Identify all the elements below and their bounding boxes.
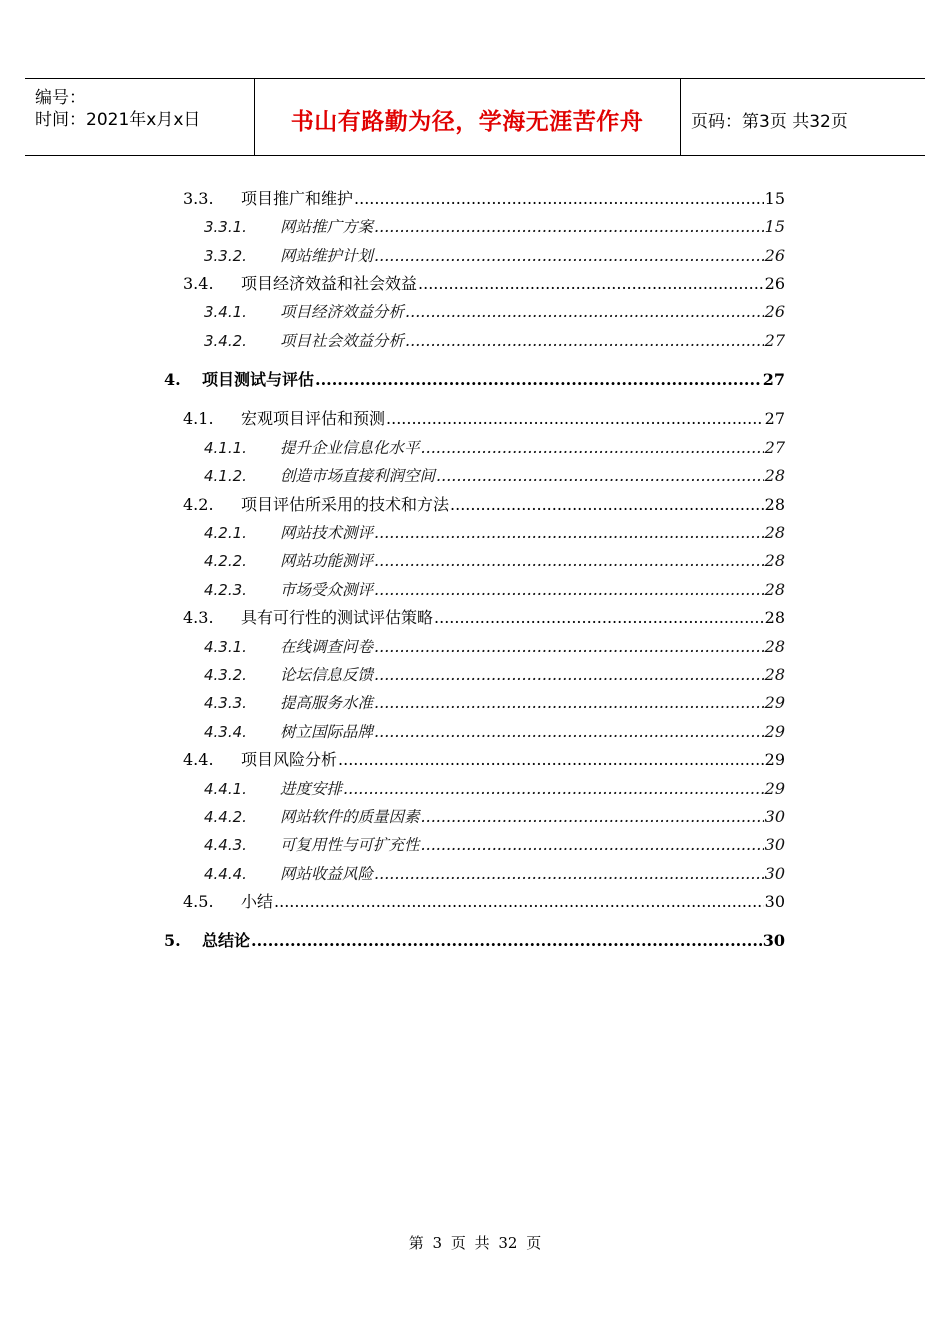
toc-entry-number: 4.1.1. xyxy=(204,439,247,457)
toc-entry-title: 具有可行性的测试评估策略 xyxy=(241,608,434,627)
toc-entry[interactable] xyxy=(183,750,785,770)
toc-entry-number: 4.2. xyxy=(183,495,214,514)
toc-entry[interactable] xyxy=(204,438,785,458)
toc-entry-page: 27 xyxy=(764,331,785,350)
toc-entry[interactable] xyxy=(204,246,785,266)
toc-entry-page: 29 xyxy=(764,779,785,798)
toc-entry[interactable] xyxy=(183,495,785,515)
toc-entry-page: 29 xyxy=(764,722,785,741)
toc-leader-dots xyxy=(436,466,764,486)
toc-entry[interactable] xyxy=(183,274,785,294)
toc-entry-number: 3.4.2. xyxy=(204,332,247,350)
toc-leader-dots xyxy=(374,551,764,571)
toc-entry-title: 网站推广方案 xyxy=(280,218,374,236)
toc-entry[interactable] xyxy=(204,807,785,827)
toc-entry[interactable] xyxy=(204,217,785,237)
toc-entry-title: 项目测试与评估 xyxy=(202,370,315,389)
toc-entry[interactable] xyxy=(183,608,785,628)
toc-entry-number: 4.1. xyxy=(183,409,214,428)
toc-entry[interactable] xyxy=(204,722,785,742)
toc-entry-number: 4.1.2. xyxy=(204,467,247,485)
toc-leader-dots xyxy=(421,807,764,827)
toc-entry-page: 28 xyxy=(764,495,785,514)
toc-entry-title: 网站维护计划 xyxy=(280,247,374,265)
toc-entry-page: 30 xyxy=(764,864,785,883)
toc-entry-number: 4.3.1. xyxy=(204,638,247,656)
toc-entry-number: 5. xyxy=(164,931,181,950)
toc-entry-number: 3.3.2. xyxy=(204,247,247,265)
toc-entry-page: 26 xyxy=(764,302,785,321)
toc-entry[interactable] xyxy=(204,693,785,713)
toc-entry-number: 3.4. xyxy=(183,274,214,293)
toc-entry-title: 项目推广和维护 xyxy=(241,189,354,208)
toc-entry[interactable] xyxy=(204,864,785,884)
toc-entry-number: 3.3. xyxy=(183,189,214,208)
toc-entry-title: 网站收益风险 xyxy=(280,865,374,883)
header-right-cell xyxy=(681,79,925,155)
toc-entry-number: 4.2.1. xyxy=(204,524,247,542)
toc-entry-number: 4.4.1. xyxy=(204,780,247,798)
toc-entry-number: 4.2.3. xyxy=(204,581,247,599)
toc-leader-dots xyxy=(374,637,764,657)
toc-entry-title: 总结论 xyxy=(202,931,251,950)
toc-entry-number: 4.4. xyxy=(183,750,214,769)
toc-entry-page: 26 xyxy=(764,246,785,265)
toc-leader-dots xyxy=(386,409,764,429)
toc-entry-page: 27 xyxy=(764,438,785,457)
toc-leader-dots xyxy=(251,931,762,951)
toc-entry-page: 28 xyxy=(764,580,785,599)
toc-entry-title: 网站软件的质量因素 xyxy=(280,808,420,826)
toc-entry-page: 28 xyxy=(764,608,785,627)
toc-leader-dots xyxy=(374,722,764,742)
toc-leader-dots xyxy=(405,331,764,351)
toc-leader-dots xyxy=(274,892,764,912)
toc-leader-dots xyxy=(418,274,764,294)
toc-entry-page: 30 xyxy=(764,835,785,854)
toc-entry-number: 4. xyxy=(164,370,181,389)
toc-entry-title: 可复用性与可扩充性 xyxy=(280,836,420,854)
toc-entry-page: 28 xyxy=(764,665,785,684)
toc-leader-dots xyxy=(374,864,764,884)
toc-entry-number: 4.3.4. xyxy=(204,723,247,741)
toc-entry-page: 30 xyxy=(762,931,785,950)
toc-entry-page: 29 xyxy=(764,693,785,712)
toc-entry[interactable] xyxy=(204,580,785,600)
toc-leader-dots xyxy=(421,835,764,855)
toc-leader-dots xyxy=(374,523,764,543)
toc-entry[interactable] xyxy=(204,665,785,685)
toc-entry-number: 4.3.3. xyxy=(204,694,247,712)
toc-entry[interactable] xyxy=(204,331,785,351)
toc-chapter-entry[interactable] xyxy=(164,931,785,951)
toc-entry-number: 3.4.1. xyxy=(204,303,247,321)
toc-entry-number: 4.5. xyxy=(183,892,214,911)
toc-leader-dots xyxy=(374,217,764,237)
toc-entry-number: 4.2.2. xyxy=(204,552,247,570)
page-header xyxy=(25,78,925,156)
toc-entry[interactable] xyxy=(204,551,785,571)
toc-entry-title: 项目经济效益和社会效益 xyxy=(241,274,418,293)
time-label: 时间：2021年x月x日 xyxy=(35,110,201,130)
toc-entry-title: 项目社会效益分析 xyxy=(280,332,405,350)
toc-entry-page: 27 xyxy=(762,370,785,389)
page-info: 页码：第3页 共32页 xyxy=(691,112,848,132)
toc-entry-page: 30 xyxy=(764,807,785,826)
toc-entry[interactable] xyxy=(204,835,785,855)
toc-leader-dots xyxy=(374,693,764,713)
toc-leader-dots xyxy=(374,580,764,600)
toc-leader-dots xyxy=(315,370,762,390)
toc-entry-title: 创造市场直接利润空间 xyxy=(280,467,436,485)
toc-entry[interactable] xyxy=(183,892,785,912)
toc-entry-title: 树立国际品牌 xyxy=(280,723,374,741)
toc-entry[interactable] xyxy=(204,523,785,543)
toc-entry-title: 项目风险分析 xyxy=(241,750,338,769)
toc-entry-title: 网站技术测评 xyxy=(280,524,374,542)
toc-entry-number: 4.4.3. xyxy=(204,836,247,854)
toc-entry-title: 小结 xyxy=(241,892,274,911)
toc-entry[interactable] xyxy=(204,637,785,657)
page-footer: 第 3 页 共 32 页 xyxy=(408,1234,542,1252)
toc-leader-dots xyxy=(374,665,764,685)
toc-entry-title: 市场受众测评 xyxy=(280,581,374,599)
header-left-cell xyxy=(25,79,255,155)
toc-leader-dots xyxy=(434,608,764,628)
toc-entry-number: 4.3. xyxy=(183,608,214,627)
toc-entry-page: 30 xyxy=(764,892,785,911)
toc-entry-title: 宏观项目评估和预测 xyxy=(241,409,386,428)
toc-entry-title: 提升企业信息化水平 xyxy=(280,439,420,457)
toc-entry-number: 4.3.2. xyxy=(204,666,247,684)
toc-leader-dots xyxy=(450,495,764,515)
toc-entry-title: 在线调查问卷 xyxy=(280,638,374,656)
toc-leader-dots xyxy=(354,189,764,209)
toc-entry-page: 28 xyxy=(764,637,785,656)
toc-entry-title: 项目评估所采用的技术和方法 xyxy=(241,495,450,514)
toc-entry-number: 3.3.1. xyxy=(204,218,247,236)
toc-entry[interactable] xyxy=(183,189,785,209)
toc-entry-page: 29 xyxy=(764,750,785,769)
toc-entry-page: 28 xyxy=(764,551,785,570)
number-label: 编号： xyxy=(35,88,86,108)
toc-entry-number: 4.4.4. xyxy=(204,865,247,883)
toc-entry[interactable] xyxy=(204,302,785,322)
toc-entry-page: 15 xyxy=(764,217,785,236)
toc-entry-title: 进度安排 xyxy=(280,780,343,798)
toc-entry[interactable] xyxy=(204,779,785,799)
motto-text: 书山有路勤为径，学海无涯苦作舟 xyxy=(290,109,644,135)
header-middle-cell xyxy=(254,79,681,155)
toc-leader-dots xyxy=(338,750,764,770)
toc-entry-page: 28 xyxy=(764,523,785,542)
toc-entry-number: 4.4.2. xyxy=(204,808,247,826)
toc-leader-dots xyxy=(421,438,764,458)
toc-leader-dots xyxy=(405,302,764,322)
toc-entry[interactable] xyxy=(204,466,785,486)
toc-entry-title: 论坛信息反馈 xyxy=(280,666,374,684)
toc-entry-title: 网站功能测评 xyxy=(280,552,374,570)
toc-leader-dots xyxy=(343,779,764,799)
toc-entry-page: 15 xyxy=(764,189,785,208)
toc-chapter-entry[interactable] xyxy=(164,370,785,390)
toc-entry-page: 28 xyxy=(764,466,785,485)
toc-entry-title: 提高服务水准 xyxy=(280,694,374,712)
toc-entry-page: 26 xyxy=(764,274,785,293)
toc-entry-title: 项目经济效益分析 xyxy=(280,303,405,321)
toc-entry[interactable] xyxy=(183,409,785,429)
toc-leader-dots xyxy=(374,246,764,266)
toc-entry-page: 27 xyxy=(764,409,785,428)
